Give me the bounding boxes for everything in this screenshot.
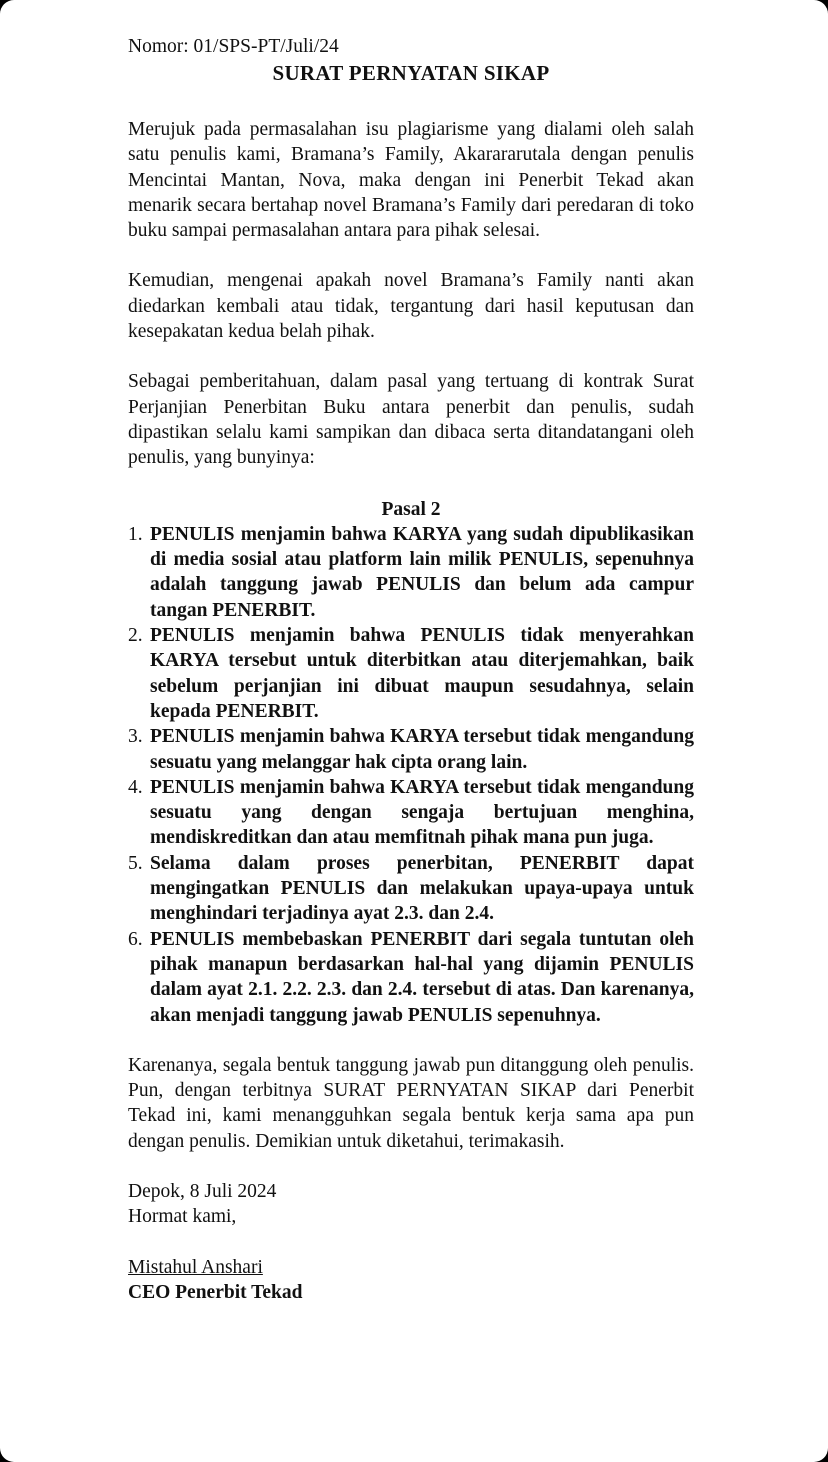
signer-name: Mistahul Anshari xyxy=(128,1256,263,1278)
paragraph-redistribution: Kemudian, mengenai apakah novel Bramana’s Family nanti akan diedarkan kembali atau tidak, tergantung dari hasil keputusan dan kesepakatan kedua belah pihak. xyxy=(128,270,694,343)
clause-text: PENULIS membebaskan PENERBIT dari segala tuntutan oleh pihak manapun berdasarkan hal-hal yang dijamin PENULIS dalam ayat 2.1. 2.2. 2.3. dan 2.4. tersebut di atas. Dan karenanya, akan menjadi tanggung jawab PENULIS sepenuhnya. xyxy=(150,928,694,1026)
clause-number: 6. xyxy=(128,928,143,950)
pasal-clause xyxy=(128,927,694,1028)
pasal-clause xyxy=(128,775,694,851)
pasal-clause xyxy=(128,724,694,775)
paragraph-intro: Merujuk pada permasalahan isu plagiarisme yang dialami oleh salah satu penulis kami, Bramana’s Family, Akarararutala dengan penulis Mencintai Mantan, Nova, maka dengan ini Penerbit Tekad akan menarik secara bertahap novel Bramana’s Family dari peredaran di toko buku sampai permasalahan antara para pihak selesai. xyxy=(128,119,694,242)
document-body xyxy=(128,34,694,1305)
clause-number: 2. xyxy=(128,625,143,647)
paragraph-closing: Karenanya, segala bentuk tanggung jawab pun ditanggung oleh penulis. Pun, dengan terbitnya SURAT PERNYATAN SIKAP dari Penerbit Tekad ini, kami menangguhkan segala bentuk kerja sama apa pun dengan penulis. Demikian untuk diketahui, terimakasih. xyxy=(128,1054,694,1152)
pasal-clause-list xyxy=(128,522,694,1028)
pasal-clause xyxy=(128,851,694,927)
clause-number: 5. xyxy=(128,852,143,874)
paragraph-contract-notice: Sebagai pemberitahuan, dalam pasal yang tertuang di kontrak Surat Perjanjian Penerbitan Buku antara penerbit dan penulis, sudah dipastikan selalu kami sampikan dan dibaca serta ditandatangani oleh penulis, yang bunyinya: xyxy=(128,371,694,469)
clause-text: PENULIS menjamin bahwa KARYA yang sudah dipublikasikan di media sosial atau platform lain milik PENULIS, sepenuhnya adalah tanggung jawab PENULIS dan belum ada campur tangan PENERBIT. xyxy=(150,523,694,621)
clause-text: PENULIS menjamin bahwa KARYA tersebut tidak mengandung sesuatu yang dengan sengaja bertujuan menghina, mendiskreditkan dan atau memfitnah pihak mana pun juga. xyxy=(150,776,694,849)
clause-number: 4. xyxy=(128,776,143,798)
pasal-clause xyxy=(128,522,694,623)
clause-number: 1. xyxy=(128,523,143,545)
pasal-clause xyxy=(128,623,694,724)
signer-role: CEO Penerbit Tekad xyxy=(128,1281,303,1303)
pasal-title: Pasal 2 xyxy=(381,498,441,520)
clause-text: PENULIS menjamin bahwa PENULIS tidak menyerahkan KARYA tersebut untuk diterbitkan atau diterjemahkan, baik sebelum perjanjian ini dibuat maupun sesudahnya, selain kepada PENERBIT. xyxy=(150,625,694,722)
document-title: SURAT PERNYATAN SIKAP xyxy=(272,61,550,85)
clause-text: Selama dalam proses penerbitan, PENERBIT dapat mengingatkan PENULIS dan melakukan upaya-upaya untuk menghindari terjadinya ayat 2.3. dan 2.4. xyxy=(150,852,694,925)
document-number: Nomor: 01/SPS-PT/Juli/24 xyxy=(128,36,339,57)
clause-text: PENULIS menjamin bahwa KARYA tersebut tidak mengandung sesuatu yang melanggar hak cipta orang lain. xyxy=(150,726,694,773)
clause-number: 3. xyxy=(128,726,143,748)
place-date: Depok, 8 Juli 2024 xyxy=(128,1180,277,1202)
salutation: Hormat kami, xyxy=(128,1206,237,1228)
